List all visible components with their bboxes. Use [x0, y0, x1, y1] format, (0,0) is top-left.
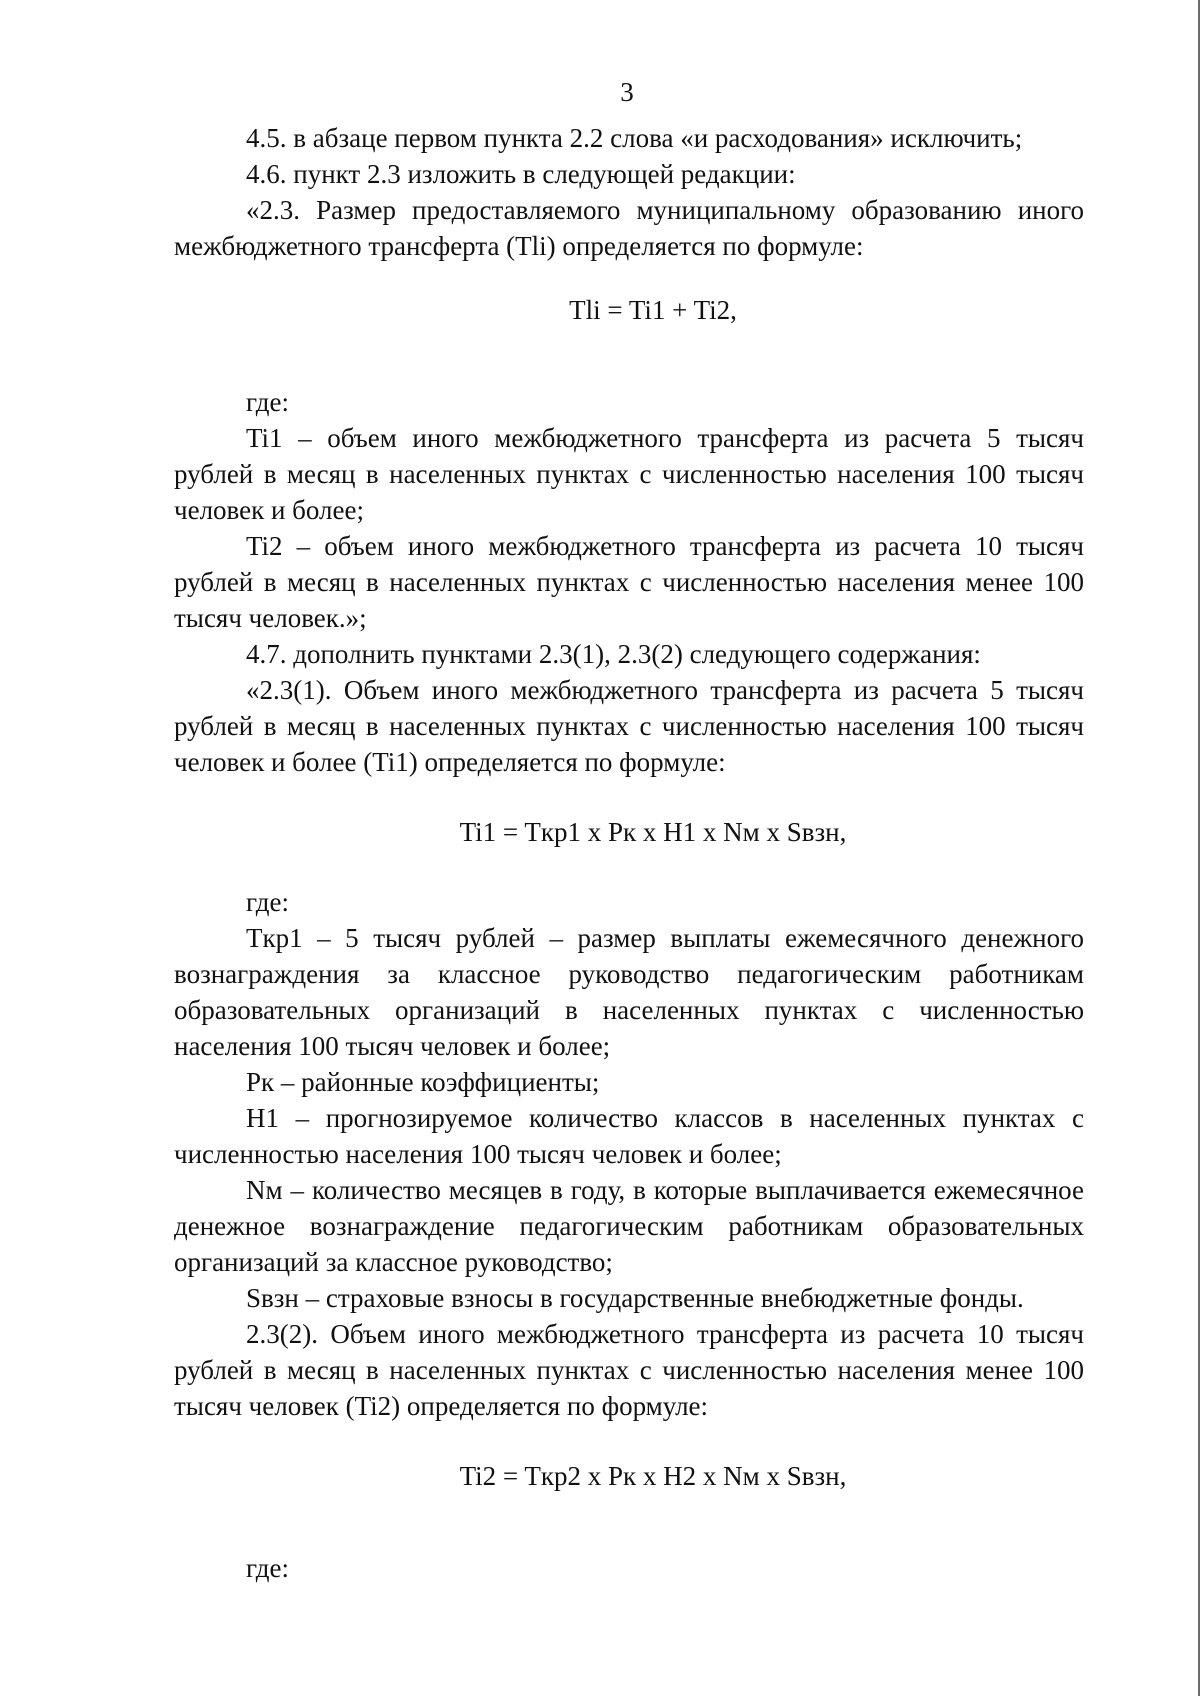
where-label-2: где: [246, 887, 289, 917]
page-number: 3 [620, 77, 634, 107]
where-label-1: где: [246, 387, 289, 417]
formula-ti2: Ti2 = Tкр2 x Рк x H2 x Nм x Sвзн, [459, 1461, 847, 1491]
definition-nm: Nм – количество месяцев в году, в которые выплачивается ежемесячное денежное вознаграждение педагогическим работникам образовательных организаций за классное руководство; [174, 1175, 1084, 1277]
definition-ti2: Ti2 – объем иного межбюджетного трансферта из расчета 10 тысяч рублей в месяц в населенных пунктах с численностью населения менее 100 тысяч человек.»; [174, 531, 1084, 633]
paragraph-4-5: 4.5. в абзаце первом пункта 2.2 слова «и расходования» исключить; [246, 123, 1023, 153]
document-body [174, 120, 1084, 1586]
paragraph-4-6: 4.6. пункт 2.3 изложить в следующей редакции: [246, 159, 796, 189]
where-label-3: где: [246, 1553, 289, 1583]
paragraph-4-7: 4.7. дополнить пунктами 2.3(1), 2.3(2) следующего содержания: [246, 639, 981, 669]
definition-tkr1: Tкр1 – 5 тысяч рублей – размер выплаты ежемесячного денежного вознаграждения за классное руководство педагогическим работникам образовательных организаций в населенных пунктах с численностью населения 100 тысяч человек и более; [174, 923, 1084, 1061]
definition-ti1: Ti1 – объем иного межбюджетного трансферта из расчета 5 тысяч рублей в месяц в населенных пунктах с численностью населения 100 тысяч человек и более; [174, 423, 1084, 525]
paragraph-2-3-1: «2.3(1). Объем иного межбюджетного трансферта из расчета 5 тысяч рублей в месяц в населенных пунктах с численностью населения 100 тысяч человек и более (Ti1) определяется по формуле: [174, 675, 1084, 777]
definition-svzn: Sвзн – страховые взносы в государственные внебюджетные фонды. [246, 1283, 1024, 1313]
definition-rk: Рк – районные коэффициенты; [246, 1067, 600, 1097]
formula-tli: Tli = Ti1 + Ti2, [569, 295, 737, 325]
definition-h1: H1 – прогнозируемое количество классов в населенных пунктах с численностью населения 100 тысяч человек и более; [174, 1103, 1084, 1169]
paragraph-2-3-2: 2.3(2). Объем иного межбюджетного трансферта из расчета 10 тысяч рублей в месяц в населенных пунктах с численностью населения менее 100 тысяч человек (Ti2) определяется по формуле: [174, 1319, 1084, 1421]
formula-ti1: Ti1 = Tкр1 x Рк x H1 x Nм x Sвзн, [459, 817, 847, 847]
paragraph-2-3: «2.3. Размер предоставляемого муниципальному образованию иного межбюджетного трансферта (Tli) определяется по формуле: [174, 195, 1084, 261]
